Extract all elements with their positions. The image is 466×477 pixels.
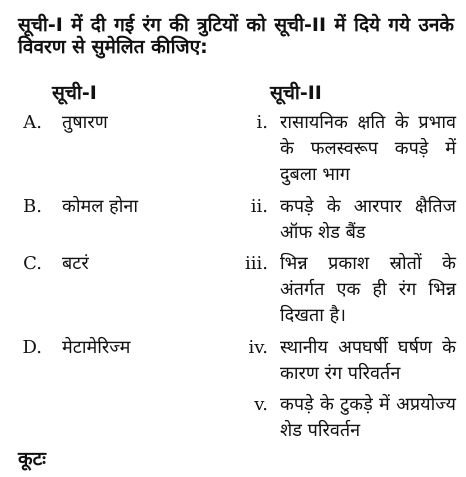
list-1-item-number: D. bbox=[22, 337, 42, 358]
list-1-item-text: तुषारण bbox=[62, 112, 108, 133]
list-1-item-number: B. bbox=[23, 196, 42, 217]
list-1-heading: सूची-I bbox=[52, 82, 97, 104]
list-2-item-text: कपड़े के टुकड़े में अप्रयोज्य शेड परिवर्तन bbox=[280, 394, 456, 441]
list-2-item-text: कपड़े के आरपार क्षैतिज ऑफ शेड बैंड bbox=[280, 196, 456, 243]
list-2-heading: सूची-II bbox=[270, 82, 322, 104]
list-2-item-number: iv. bbox=[248, 337, 268, 358]
list-1-item-text: बटरं bbox=[62, 253, 89, 274]
list-1-item-number: A. bbox=[23, 112, 42, 133]
list-2-item-text: भिन्न प्रकाश स्रोतों के अंतर्गत एक ही रंग भिन्न दिखता है। bbox=[280, 253, 456, 326]
list-1-item-number: C. bbox=[23, 253, 42, 274]
list-2-item-number: iii. bbox=[245, 253, 268, 274]
answer-key-label: कूटः bbox=[18, 448, 47, 470]
list-2-item-number: ii. bbox=[250, 196, 268, 217]
list-2-item-text: रासायनिक क्षति के प्रभाव के फलस्वरूप कपड़े में दुबला भाग bbox=[280, 112, 456, 185]
list-1-item-text: मेटामेरिज्म bbox=[62, 337, 131, 358]
list-1-item-text: कोमल होना bbox=[62, 196, 139, 217]
question-text: सूची-I में दी गई रंग की त्रुटियों को सूची-II में दिये गये उनके विवरण से सुमेलित कीजिए: bbox=[18, 14, 454, 58]
list-2-item-number: i. bbox=[256, 112, 268, 133]
list-2-item-text: स्थानीय अपघर्षी घर्षण के कारण रंग परिवर्तन bbox=[280, 337, 456, 384]
list-2-item-number: v. bbox=[254, 394, 268, 415]
